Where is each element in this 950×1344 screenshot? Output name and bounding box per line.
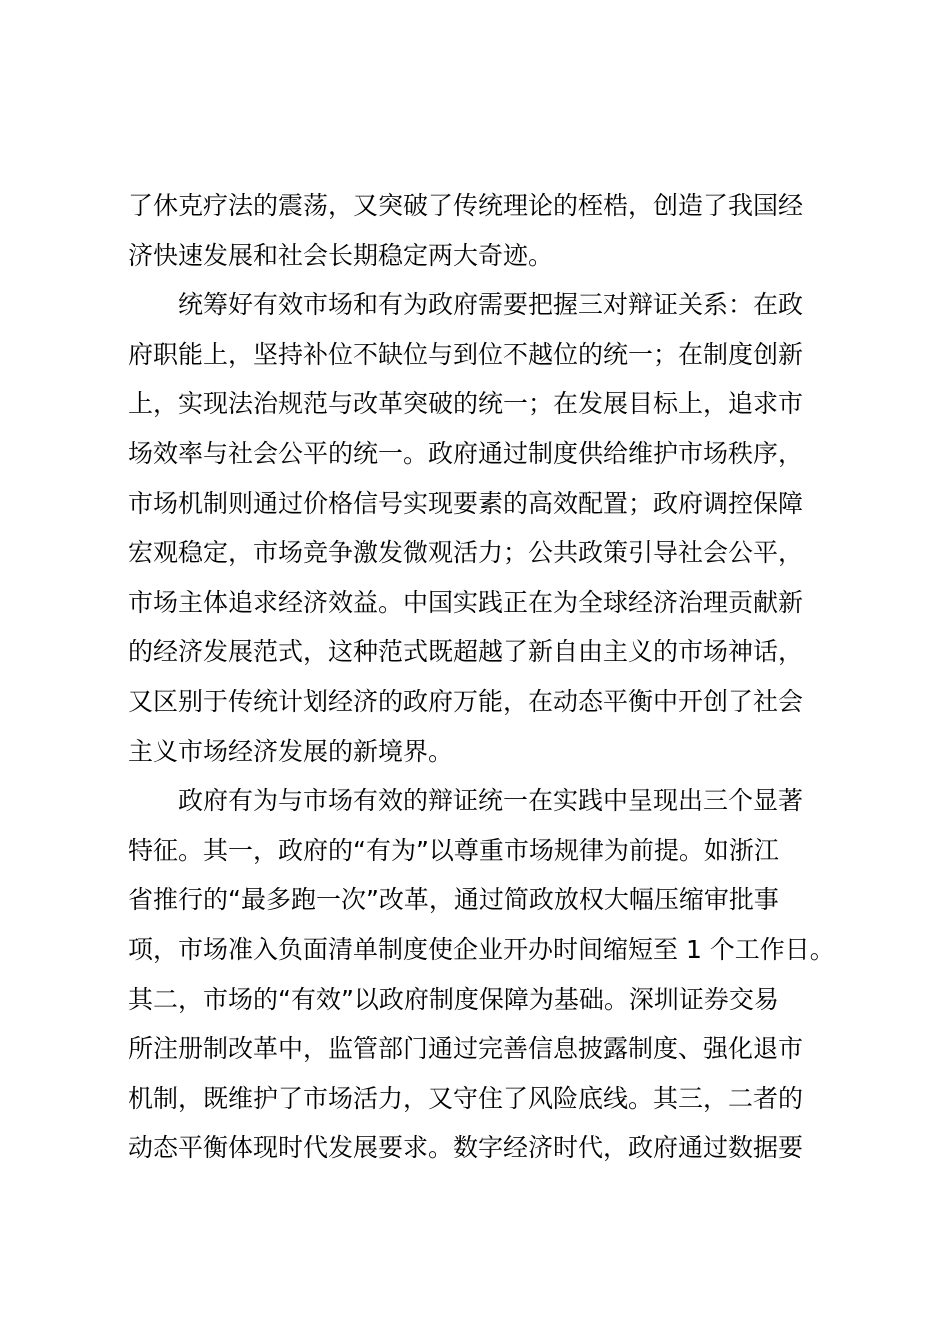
paragraph-start-line: 统筹好有效市场和有为政府需要把握三对辩证关系：在政 [178,290,804,320]
text-line: 的经济发展范式，这种范式既超越了新自由主义的市场神话， [128,637,804,667]
text-line: 动态平衡体现时代发展要求。数字经济时代，政府通过数据要 [128,1133,804,1163]
text-line: 市场主体追求经济效益。中国实践正在为全球经济治理贡献新 [128,587,804,617]
text-line: 所注册制改革中，监管部门通过完善信息披露制度、强化退市 [128,1034,804,1064]
paragraph-start-line: 政府有为与市场有效的辩证统一在实践中呈现出三个显著 [178,786,804,816]
text-line: 上，实现法治规范与改革突破的统一；在发展目标上，追求市 [128,389,804,419]
text-line: 机制，既维护了市场活力，又守住了风险底线。其三，二者的 [128,1083,804,1113]
body-text [128,181,868,1173]
text-line: 省推行的“最多跑一次”改革，通过简政放权大幅压缩审批事 [128,885,779,915]
text-line: 市场机制则通过价格信号实现要素的高效配置；政府调控保障 [128,488,804,518]
text-line: 济快速发展和社会长期稳定两大奇迹。 [128,240,554,270]
text-line: 主义市场经济发展的新境界。 [128,736,454,766]
text-line: 宏观稳定，市场竞争激发微观活力；公共政策引导社会公平， [128,538,804,568]
text-line: 了休克疗法的震荡，又突破了传统理论的桎梏，创造了我国经 [128,191,804,220]
text-line: 项，市场准入负面清单制度使企业开办时间缩短至 1 个工作日。 [128,934,835,964]
text-line: 又区别于传统计划经济的政府万能，在动态平衡中开创了社会 [128,686,804,716]
text-line: 场效率与社会公平的统一。政府通过制度供给维护市场秩序， [128,438,804,468]
text-line: 府职能上，坚持补位不缺位与到位不越位的统一；在制度创新 [128,339,804,369]
text-line: 特征。其一，政府的“有为”以尊重市场规律为前提。如浙江 [128,835,779,865]
text-line: 其二，市场的“有效”以政府制度保障为基础。深圳证券交易 [128,984,779,1014]
